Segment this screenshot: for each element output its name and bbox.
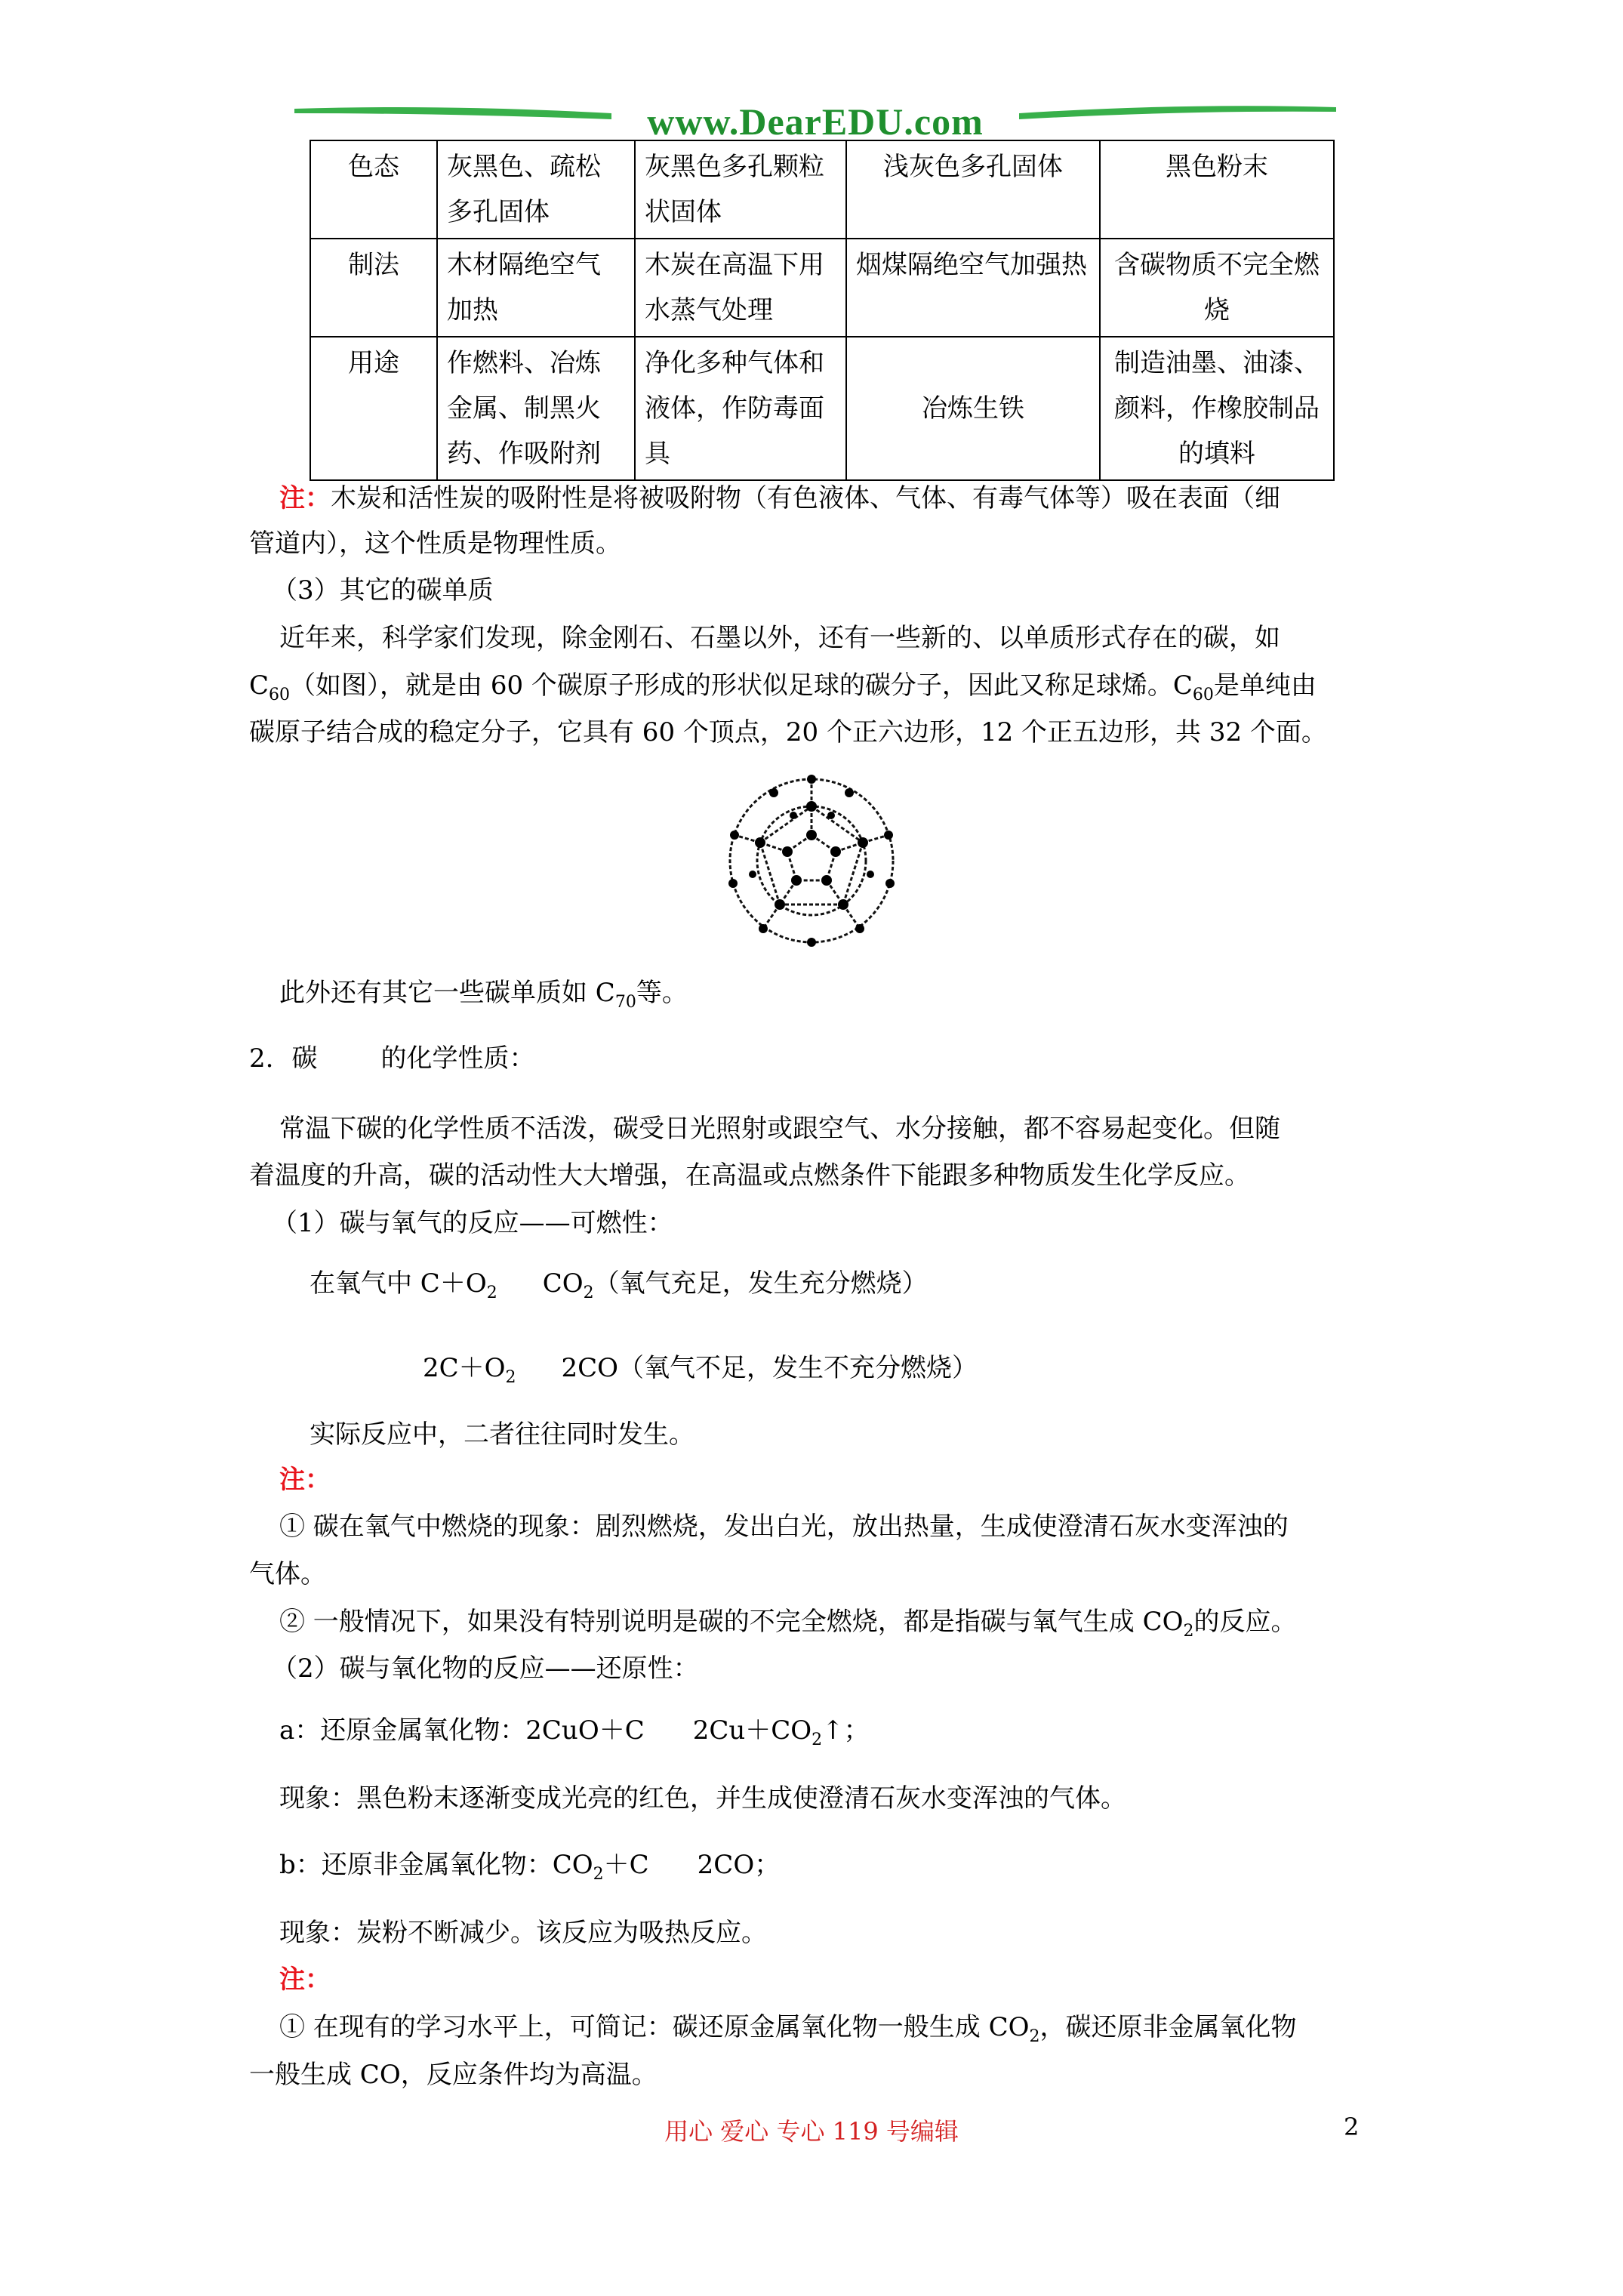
section-heading: （3）其它的碳单质 bbox=[272, 575, 494, 606]
table-row bbox=[310, 337, 1334, 480]
note-item: ① 在现有的学习水平上，可简记：碳还原金属氧化物一般生成 $CO_2$，碳还原非金属氧化物 bbox=[279, 2012, 1297, 2046]
equation-complete-combustion: 在氧气中 $C+O_2$ $CO_2$（氧气充足，发生充分燃烧） bbox=[310, 1268, 928, 1302]
paragraph-line: 此外还有其它一些碳单质如 $C_{70}$等。 bbox=[279, 978, 688, 1012]
table-cell: 浅灰色多孔固体 bbox=[846, 140, 1100, 239]
equation-incomplete-combustion: $2C+O_2$ 2CO（氧气不足，发生不充分燃烧） bbox=[423, 1353, 978, 1387]
subsection-heading: （1）碳与氧气的反应——可燃性： bbox=[272, 1208, 673, 1238]
paragraph-line: 常温下碳的化学性质不活泼，碳受日光照射或跟空气、水分接触，都不容易起变化。但随 bbox=[279, 1114, 1280, 1144]
row-label: 色态 bbox=[310, 140, 437, 239]
row-label: 用途 bbox=[310, 337, 437, 480]
logo-text: www.DearEDU.com bbox=[647, 100, 984, 143]
paragraph-line: 碳原子结合成的稳定分子，它具有 60 个顶点，20 个正六边形，12 个正五边形，共 32 个面。 bbox=[249, 717, 1327, 747]
note-label: 注： bbox=[279, 1465, 331, 1495]
equation-reduce-metal-oxide: a：还原金属氧化物：2CuO＋C $2Cu+CO_2↑$； bbox=[279, 1715, 870, 1749]
paragraph-line: 着温度的升高，碳的活动性大大增强，在高温或点燃条件下能跟多种物质发生化学反应。 bbox=[249, 1160, 1250, 1191]
observation: 现象：黑色粉末逐渐变成光亮的红色，并生成使澄清石灰水变浑浊的气体。 bbox=[279, 1783, 1126, 1814]
note-text: 木炭和活性炭的吸附性是将被吸附物（有色液体、气体、有毒气体等）吸在表面（细 bbox=[331, 483, 1280, 513]
table-cell: 烟煤隔绝空气加强热 bbox=[846, 239, 1100, 337]
table-cell: 木炭在高温下用水蒸气处理 bbox=[635, 239, 846, 337]
table-cell: 灰黑色多孔颗粒状固体 bbox=[635, 140, 846, 239]
note-item-cont: 一般生成 CO，反应条件均为高温。 bbox=[249, 2060, 658, 2090]
table-cell: 净化多种气体和液体，作防毒面具 bbox=[635, 337, 846, 480]
table-cell: 制造油墨、油漆、颜料，作橡胶制品的填料 bbox=[1100, 337, 1334, 480]
paragraph-line: $C_{60}$（如图），就是由 60 个碳原子形成的形状似足球的碳分子，因此又称足球烯。$C_{60}$是单纯由 bbox=[249, 670, 1317, 704]
row-label: 制法 bbox=[310, 239, 437, 337]
paragraph-line: 近年来，科学家们发现，除金刚石、石墨以外，还有一些新的、以单质形式存在的碳，如 bbox=[279, 623, 1280, 653]
observation: 现象：炭粉不断减少。该反应为吸热反应。 bbox=[279, 1918, 767, 1948]
note-adsorption-cont: 管道内），这个性质是物理性质。 bbox=[249, 529, 621, 559]
page-number: 2 bbox=[1344, 2113, 1360, 2141]
table-cell: 灰黑色、疏松多孔固体 bbox=[437, 140, 635, 239]
table-cell: 黑色粉末 bbox=[1100, 140, 1334, 239]
table-cell: 含碳物质不完全燃烧 bbox=[1100, 239, 1334, 337]
note-item: ① 碳在氧气中燃烧的现象：剧烈燃烧，发出白光，放出热量，生成使澄清石灰水变浑浊的 bbox=[279, 1512, 1289, 1542]
table-cell: 木材隔绝空气加热 bbox=[437, 239, 635, 337]
carbon-properties-table bbox=[310, 140, 1335, 481]
section-heading: 2. 碳 的化学性质： bbox=[249, 1043, 535, 1074]
site-logo bbox=[294, 97, 1336, 142]
paragraph-line: 实际反应中，二者往往同时发生。 bbox=[310, 1419, 694, 1450]
note-label: 注： bbox=[279, 483, 331, 513]
note-item: ② 一般情况下，如果没有特别说明是碳的不完全燃烧，都是指碳与氧气生成 $CO_2$的反应。 bbox=[279, 1607, 1297, 1641]
note-adsorption bbox=[279, 476, 1280, 521]
table-row bbox=[310, 239, 1334, 337]
table-row bbox=[310, 140, 1334, 239]
note-label: 注： bbox=[279, 1965, 331, 1995]
equation-reduce-nonmetal-oxide: b：还原非金属氧化物：$CO_2+C$ 2CO； bbox=[279, 1850, 781, 1884]
table-cell: 作燃料、冶炼金属、制黑火药、作吸附剂 bbox=[437, 337, 635, 480]
fullerene-c60-figure bbox=[721, 770, 902, 951]
subsection-heading: （2）碳与氧化物的反应——还原性： bbox=[272, 1653, 699, 1684]
footer-text: 用心 爱心 专心 119 号编辑 bbox=[664, 2117, 959, 2146]
note-item-cont: 气体。 bbox=[249, 1559, 326, 1589]
table-cell: 冶炼生铁 bbox=[846, 337, 1100, 480]
